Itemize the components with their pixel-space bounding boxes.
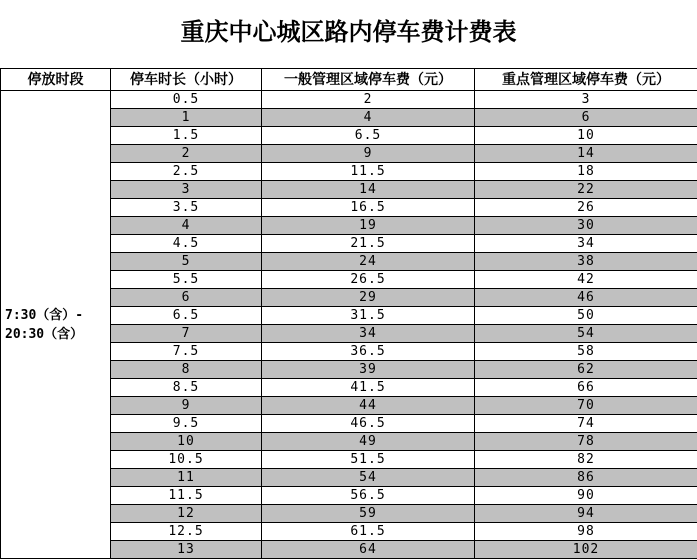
key-fee-cell: 98 xyxy=(475,523,697,541)
key-fee-cell: 94 xyxy=(475,505,697,523)
duration-cell: 1.5 xyxy=(111,127,262,145)
duration-cell: 12 xyxy=(111,505,262,523)
key-fee-cell: 102 xyxy=(475,541,697,559)
key-fee-cell: 14 xyxy=(475,145,697,163)
general-fee-cell: 4 xyxy=(262,109,475,127)
general-fee-cell: 21.5 xyxy=(262,235,475,253)
duration-cell: 10 xyxy=(111,433,262,451)
duration-cell: 8 xyxy=(111,361,262,379)
general-fee-cell: 16.5 xyxy=(262,199,475,217)
general-fee-cell: 59 xyxy=(262,505,475,523)
header-key-fee: 重点管理区域停车费（元） xyxy=(475,69,697,91)
fee-table-body xyxy=(1,91,697,559)
duration-cell: 8.5 xyxy=(111,379,262,397)
general-fee-cell: 34 xyxy=(262,325,475,343)
key-fee-cell: 58 xyxy=(475,343,697,361)
period-cell: 7:30（含）- 20:30（含） xyxy=(1,91,111,559)
duration-cell: 11 xyxy=(111,469,262,487)
key-fee-cell: 86 xyxy=(475,469,697,487)
key-fee-cell: 70 xyxy=(475,397,697,415)
general-fee-cell: 61.5 xyxy=(262,523,475,541)
key-fee-cell: 18 xyxy=(475,163,697,181)
duration-cell: 6.5 xyxy=(111,307,262,325)
duration-cell: 12.5 xyxy=(111,523,262,541)
table-row xyxy=(1,91,697,109)
page-title: 重庆中心城区路内停车费计费表 xyxy=(180,17,517,46)
duration-cell: 13 xyxy=(111,541,262,559)
general-fee-cell: 41.5 xyxy=(262,379,475,397)
fee-table xyxy=(0,68,697,559)
general-fee-cell: 36.5 xyxy=(262,343,475,361)
general-fee-cell: 64 xyxy=(262,541,475,559)
key-fee-cell: 42 xyxy=(475,271,697,289)
general-fee-cell: 51.5 xyxy=(262,451,475,469)
general-fee-cell: 26.5 xyxy=(262,271,475,289)
header-general-fee: 一般管理区域停车费（元） xyxy=(262,69,475,91)
general-fee-cell: 44 xyxy=(262,397,475,415)
duration-cell: 0.5 xyxy=(111,91,262,109)
general-fee-cell: 14 xyxy=(262,181,475,199)
key-fee-cell: 66 xyxy=(475,379,697,397)
duration-cell: 2 xyxy=(111,145,262,163)
duration-cell: 2.5 xyxy=(111,163,262,181)
general-fee-cell: 2 xyxy=(262,91,475,109)
key-fee-cell: 3 xyxy=(475,91,697,109)
key-fee-cell: 6 xyxy=(475,109,697,127)
duration-cell: 4 xyxy=(111,217,262,235)
duration-cell: 9.5 xyxy=(111,415,262,433)
general-fee-cell: 39 xyxy=(262,361,475,379)
duration-cell: 9 xyxy=(111,397,262,415)
duration-cell: 1 xyxy=(111,109,262,127)
duration-cell: 11.5 xyxy=(111,487,262,505)
duration-cell: 5.5 xyxy=(111,271,262,289)
header-row xyxy=(1,69,697,91)
duration-cell: 3.5 xyxy=(111,199,262,217)
general-fee-cell: 9 xyxy=(262,145,475,163)
key-fee-cell: 82 xyxy=(475,451,697,469)
key-fee-cell: 30 xyxy=(475,217,697,235)
duration-cell: 6 xyxy=(111,289,262,307)
general-fee-cell: 6.5 xyxy=(262,127,475,145)
general-fee-cell: 46.5 xyxy=(262,415,475,433)
duration-cell: 4.5 xyxy=(111,235,262,253)
duration-cell: 10.5 xyxy=(111,451,262,469)
duration-cell: 7.5 xyxy=(111,343,262,361)
header-duration: 停车时长（小时） xyxy=(111,69,262,91)
key-fee-cell: 38 xyxy=(475,253,697,271)
key-fee-cell: 74 xyxy=(475,415,697,433)
key-fee-cell: 50 xyxy=(475,307,697,325)
general-fee-cell: 54 xyxy=(262,469,475,487)
general-fee-cell: 11.5 xyxy=(262,163,475,181)
general-fee-cell: 56.5 xyxy=(262,487,475,505)
header-period: 停放时段 xyxy=(1,69,111,91)
general-fee-cell: 29 xyxy=(262,289,475,307)
key-fee-cell: 34 xyxy=(475,235,697,253)
key-fee-cell: 46 xyxy=(475,289,697,307)
duration-cell: 5 xyxy=(111,253,262,271)
key-fee-cell: 54 xyxy=(475,325,697,343)
key-fee-cell: 10 xyxy=(475,127,697,145)
duration-cell: 7 xyxy=(111,325,262,343)
key-fee-cell: 78 xyxy=(475,433,697,451)
key-fee-cell: 62 xyxy=(475,361,697,379)
key-fee-cell: 26 xyxy=(475,199,697,217)
general-fee-cell: 24 xyxy=(262,253,475,271)
general-fee-cell: 31.5 xyxy=(262,307,475,325)
key-fee-cell: 22 xyxy=(475,181,697,199)
general-fee-cell: 19 xyxy=(262,217,475,235)
key-fee-cell: 90 xyxy=(475,487,697,505)
general-fee-cell: 49 xyxy=(262,433,475,451)
duration-cell: 3 xyxy=(111,181,262,199)
